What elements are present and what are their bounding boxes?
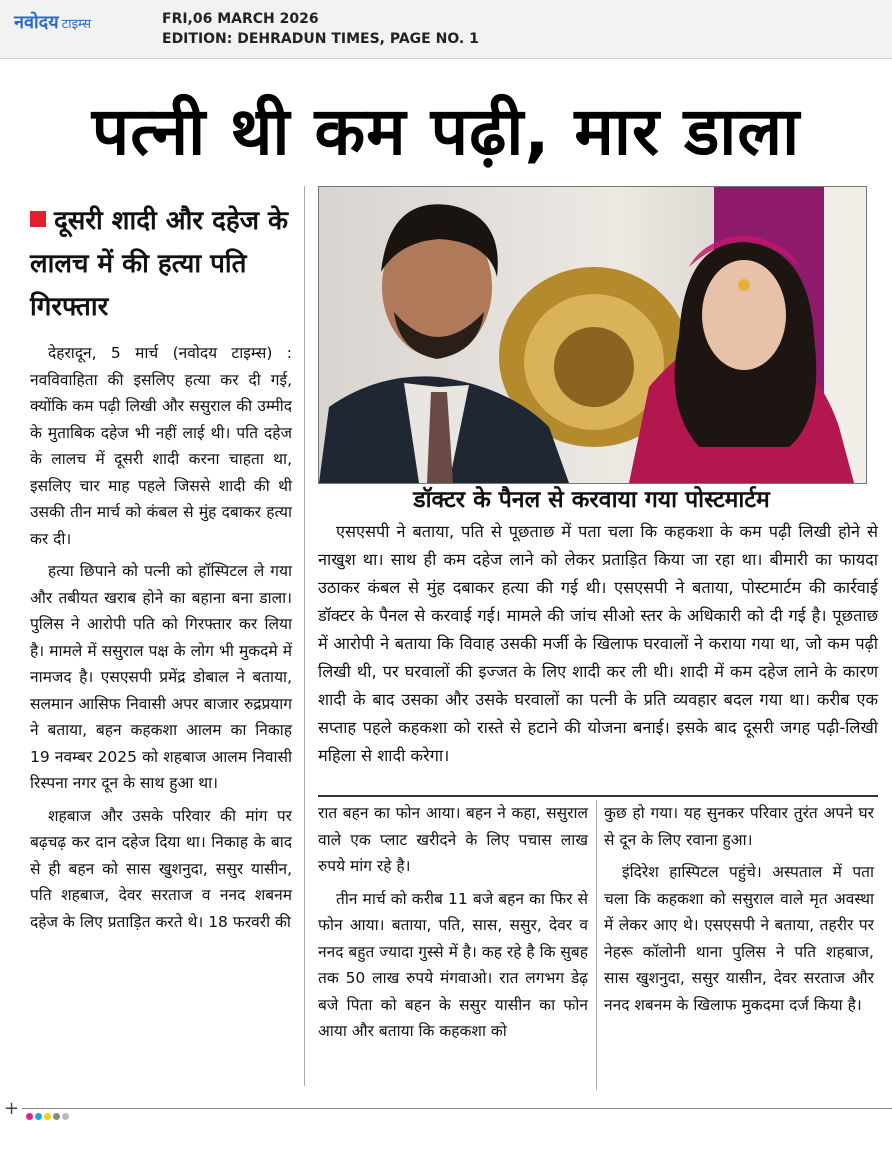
logo-sub-text: टाइम्स — [61, 17, 91, 32]
edition-info — [162, 9, 479, 49]
article-headline: पत्नी थी कम पढ़ी, मार डाला — [91, 93, 801, 170]
edition-line: EDITION: DEHRADUN TIMES, PAGE NO. 1 — [162, 31, 479, 47]
column-separator — [596, 800, 597, 1090]
article-column-3 — [604, 800, 874, 1018]
column-1-paragraph: हत्या छिपाने को पत्नी को हॉस्पिटल ले गया और तबीयत खराब होने का बहाना बना डाला। पुलिस ने आरोपी पति को गिरफ्तार कर लिया है। मामले में ससुराल पक्ष के लोग भी मुकदमे में नामजद है। एसएसपी प्रमेंद्र डोबाल ने बताया, सलमान आसिफ निवासी अपर बाजार रुद्रप्रयाग ने बताया, बहन कहकशा आलम का निकाह 19 नवम्बर 2025 को शहबाज आलम निवासी रिस्पना नगर दून के साथ हुआ था। — [30, 562, 292, 792]
bullet-square-icon — [30, 211, 46, 227]
column-1-paragraph: देहरादून, 5 मार्च (नवोदय टाइम्स) : नवविवाहिता की इसलिए हत्या कर दी गई, क्योंकि कम पढ़ी लिखी और ससुराल की उम्मीद के मुताबिक दहेज भी नहीं लाई थी। पति दहेज के लालच में दूसरी शादी करना चाहता था, इसलिए चार माह पहले जिससे शादी की थी उसकी तीन मार्च को कंबल से मुंह दबाकर हत्या कर दी। — [30, 344, 292, 548]
registration-plus-icon: + — [4, 1098, 20, 1119]
light-gray-dot-icon — [62, 1113, 69, 1120]
masthead-bar — [0, 0, 892, 59]
section-divider — [318, 795, 878, 797]
footer-rule — [22, 1108, 892, 1109]
column-3-paragraph: कुछ हो गया। यह सुनकर परिवार तुरंत अपने घर से दून के लिए रवाना हुआ। — [604, 804, 874, 849]
print-footer — [0, 1100, 892, 1150]
wedding-photo — [318, 186, 867, 484]
date-line: FRI,06 MARCH 2026 — [162, 11, 319, 27]
article-intro — [318, 518, 878, 770]
column-1-paragraph: शहबाज और उसके परिवार की मांग पर बढ़चढ़ कर दान दहेज दिया था। निकाह के बाद से ही बहन को सास खुशनुदा, ससुर यासीन, पति शहबाज, देवर सरताज व ननद शबनम दहेज के लिए प्रताड़ित करते थे। 18 फरवरी की — [30, 806, 292, 931]
column-2-paragraph: तीन मार्च को करीब 11 बजे बहन का फिर से फोन आया। बताया, पति, सास, ससुर, देवर व ननद बहुत ज्यादा गुस्से में है। कह रहे है कि सुबह तक 50 लाख रुपये मंगवाओ। रात लगभग डेढ़ बजे पिता को बहन के ससुर यासीन का फोन आया और बताया कि कहकशा को — [318, 889, 588, 1040]
newspaper-logo[interactable] — [14, 10, 91, 34]
column-separator — [304, 186, 305, 1086]
article-subhead — [30, 200, 292, 329]
cyan-dot-icon — [35, 1113, 42, 1120]
article-column-2 — [318, 800, 588, 1045]
logo-main-text: नवोदय — [14, 12, 59, 33]
yellow-dot-icon — [44, 1113, 51, 1120]
photo-caption: डॉक्टर के पैनल से करवाया गया पोस्टमार्टम — [413, 487, 770, 513]
magenta-dot-icon — [26, 1113, 33, 1120]
intro-paragraph: एसएसपी ने बताया, पति से पूछताछ में पता चला कि कहकशा के कम पढ़ी लिखी होने से नाखुश था। साथ ही कम दहेज लाने को लेकर प्रताड़ित किया जा रहा था। बीमारी का फायदा उठाकर कंबल से मुंह दबाकर हत्या की गई थी। एसएसपी ने बताया, पोस्टमार्टम की कार्रवाई डॉक्टर के पैनल से करवाई गई। मामले की जांच सीओ स्तर के अधिकारी को दी गई है। पूछताछ में आरोपी ने बताया कि विवाह उसकी मर्जी के खिलाफ घरवालों ने कराया गया था, जो कम पढ़ी लिखी थी, पर घरवालों की इज्जत के लिए शादी कर ली थी। शादी में कम दहेज लाने के कारण शादी के बाद उसका और उसके घरवालों का पत्नी के प्रति व्यवहार बदल गया था। करीब एक सप्ताह पहले कहकशा को रास्ते से हटाने की योजना बनाई। इसके बाद दूसरी जगह पढ़ी-लिखी महिला से शादी करेगा। — [318, 522, 878, 765]
column-3-paragraph: इंदिरेश हास्पिटल पहुंचे। अस्पताल में पता चला कि कहकशा को ससुराल वाले मृत अवस्था में लेकर आए थे। एसएसपी ने बताया, तहरीर पर नेहरू कॉलोनी थाना पुलिस ने पति शहबाज, सास खुशनुदा, ससुर यासीन, देवर सरताज और ननद शबनम के खिलाफ मुकदमा दर्ज किया है। — [604, 863, 874, 1014]
wedding-photo-illustration — [319, 187, 866, 483]
subhead-text: दूसरी शादी और दहेज के लालच में की हत्या पति गिरफ्तार — [30, 206, 289, 322]
article-column-1 — [30, 340, 292, 935]
gray-dot-icon — [53, 1113, 60, 1120]
column-2-paragraph: रात बहन का फोन आया। बहन ने कहा, ससुराल वाले एक प्लाट खरीदने के लिए पचास लाख रुपये मांग रहे है। — [318, 804, 588, 875]
